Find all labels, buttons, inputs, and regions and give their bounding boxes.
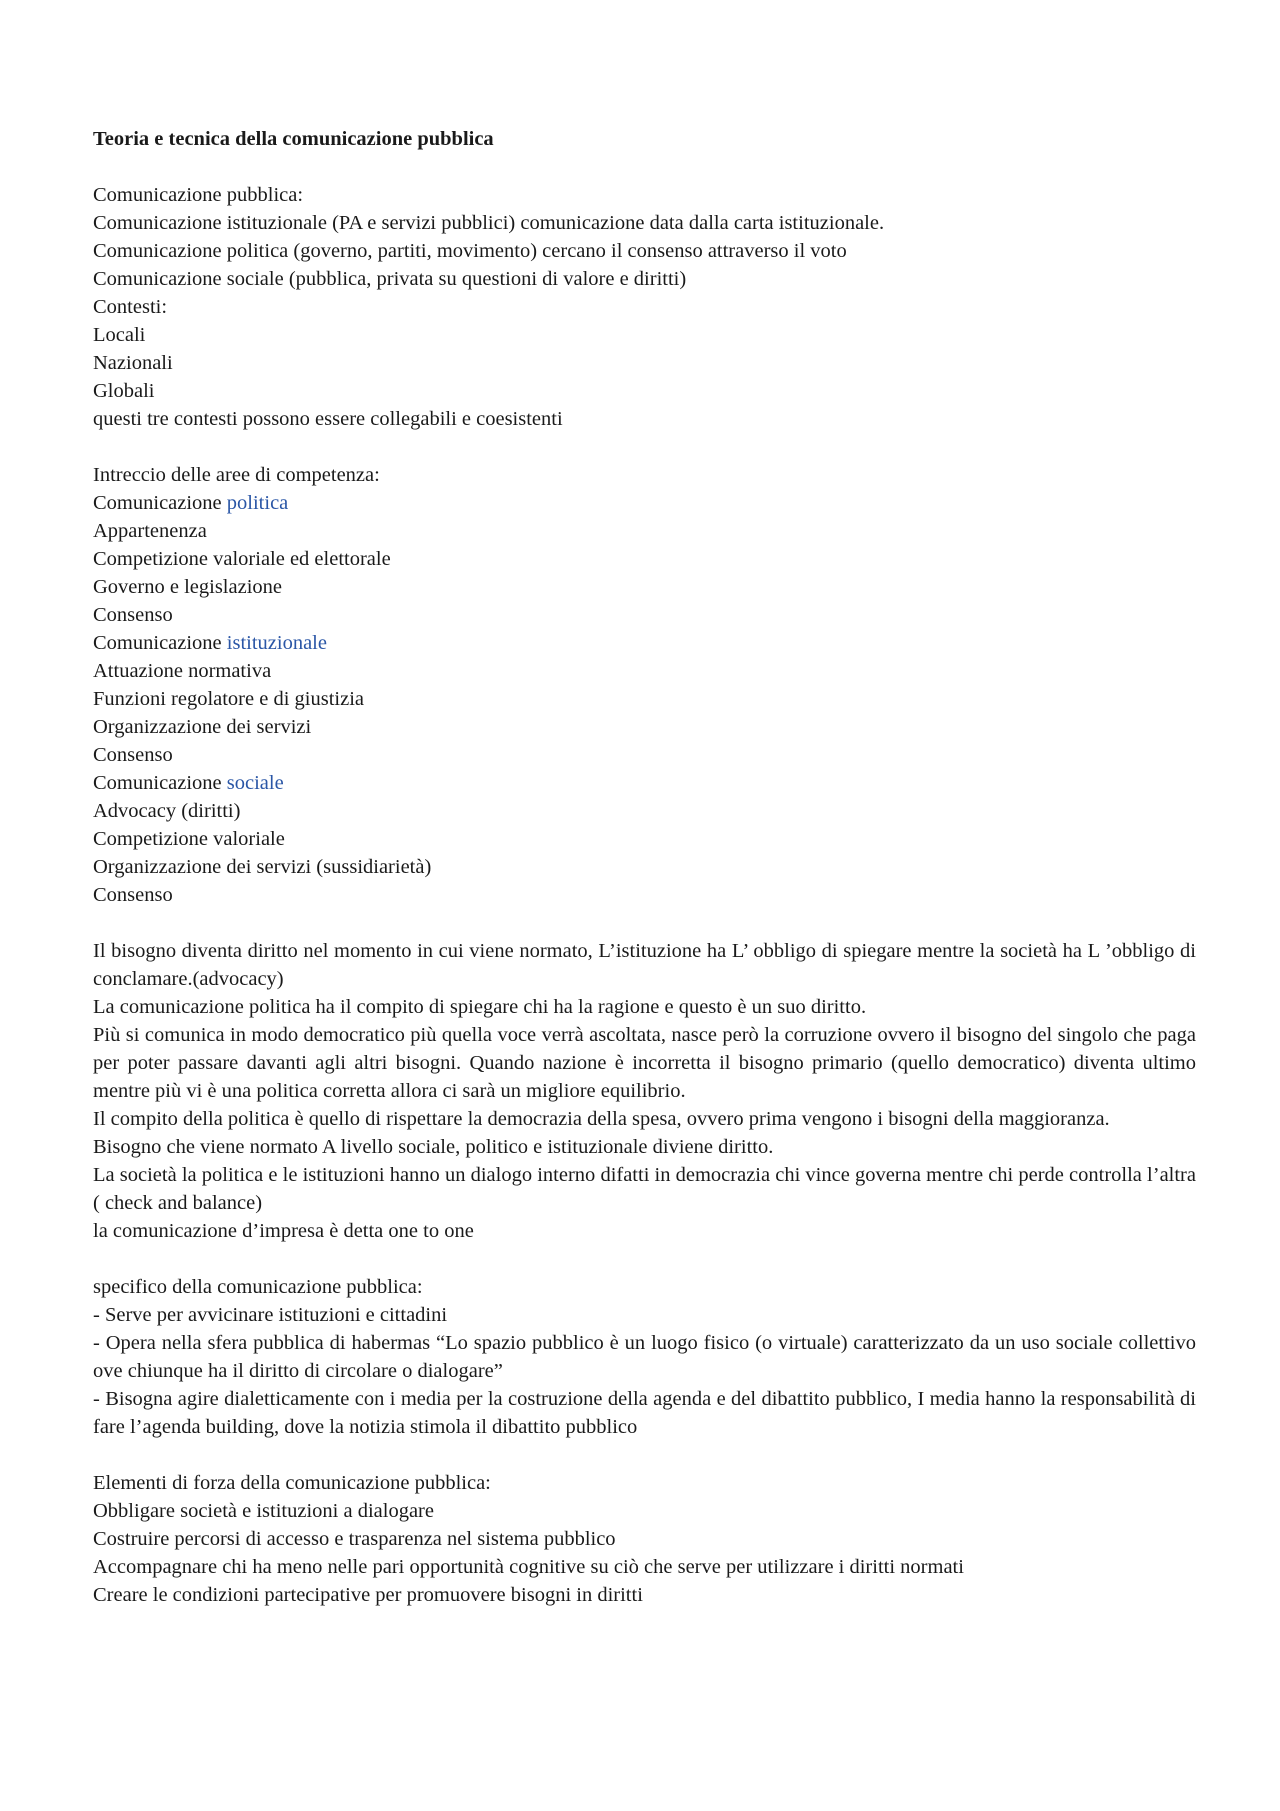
list-item: Consenso bbox=[93, 604, 173, 626]
subheading-politica bbox=[93, 489, 1196, 517]
list-item: Obbligare società e istituzioni a dialogare bbox=[93, 1500, 434, 1522]
paragraph: Il bisogno diventa diritto nel momento in cui viene normato, L’istituzione ha L’ obbligo di spiegare mentre la società ha L ’obbligo di conclamare.(advocacy) bbox=[93, 940, 1196, 990]
list-item: Costruire percorsi di accesso e trasparenza nel sistema pubblico bbox=[93, 1528, 616, 1550]
keyword-istituzionale: istituzionale bbox=[226, 632, 327, 654]
section-elementi-di-forza bbox=[93, 1469, 1196, 1609]
section-heading: Elementi di forza della comunicazione pubblica: bbox=[93, 1472, 491, 1494]
list-item: Organizzazione dei servizi bbox=[93, 716, 312, 738]
list-item: Governo e legislazione bbox=[93, 576, 282, 598]
list-item: Attuazione normativa bbox=[93, 660, 272, 682]
paragraph: Il compito della politica è quello di rispettare la democrazia della spesa, ovvero prima vengono i bisogni della maggioranza. bbox=[93, 1108, 1110, 1130]
list-item: Competizione valoriale bbox=[93, 828, 285, 850]
list-item: Consenso bbox=[93, 884, 173, 906]
list-item: Consenso bbox=[93, 744, 173, 766]
section-heading: specifico della comunicazione pubblica: bbox=[93, 1276, 423, 1298]
section-intreccio bbox=[93, 461, 1196, 909]
paragraph: Bisogno che viene normato A livello sociale, politico e istituzionale diviene diritto. bbox=[93, 1136, 774, 1158]
subheading-sociale bbox=[93, 769, 1196, 797]
text-line: Globali bbox=[93, 380, 155, 402]
text-line: questi tre contesti possono essere collegabili e coesistenti bbox=[93, 408, 563, 430]
text-line: Comunicazione istituzionale (PA e servizi pubblici) comunicazione data dalla carta istituzionale. bbox=[93, 212, 885, 234]
section-heading: Intreccio delle aree di competenza: bbox=[93, 464, 380, 486]
subheading-prefix: Comunicazione bbox=[93, 772, 227, 794]
paragraph: la comunicazione d’impresa è detta one to one bbox=[93, 1220, 474, 1242]
text-line: Comunicazione sociale (pubblica, privata su questioni di valore e diritti) bbox=[93, 268, 687, 290]
text-line: Comunicazione pubblica: bbox=[93, 184, 304, 206]
paragraph: La società la politica e le istituzioni hanno un dialogo interno difatti in democrazia chi vince governa mentre chi perde controlla l’altra ( check and balance) bbox=[93, 1164, 1196, 1214]
document-title: Teoria e tecnica della comunicazione pubblica bbox=[93, 128, 494, 150]
list-item: Organizzazione dei servizi (sussidiarietà) bbox=[93, 856, 432, 878]
subheading-prefix: Comunicazione bbox=[93, 632, 227, 654]
bullet-paragraph: - Opera nella sfera pubblica di habermas “Lo spazio pubblico è un luogo fisico (o virtuale) caratterizzato da un uso sociale collettivo ove chiunque ha il diritto di circolare o dialogare” bbox=[93, 1332, 1196, 1382]
spacer bbox=[93, 153, 1196, 181]
section-specifico bbox=[93, 1273, 1196, 1441]
list-item: Creare le condizioni partecipative per promuovere bisogni in diritti bbox=[93, 1584, 643, 1606]
bullet-paragraph: - Serve per avvicinare istituzioni e cittadini bbox=[93, 1304, 448, 1326]
bullet-paragraph: - Bisogna agire dialetticamente con i media per la costruzione della agenda e del dibattito pubblico, I media hanno la responsabilità di fare l’agenda building, dove la notizia stimola il dibattito pubblico bbox=[93, 1388, 1196, 1438]
list-item: Appartenenza bbox=[93, 520, 207, 542]
list-item: Competizione valoriale ed elettorale bbox=[93, 548, 391, 570]
list-item: Accompagnare chi ha meno nelle pari opportunità cognitive su ciò che serve per utilizzare i diritti normati bbox=[93, 1556, 964, 1578]
paragraph: Più si comunica in modo democratico più quella voce verrà ascoltata, nasce però la corruzione ovvero il bisogno del singolo che paga per poter passare davanti agli altri bisogni. Quando nazione è incorretta il bisogno primario (quello democratico) diventa ultimo mentre più vi è una politica corretta allora ci sarà un migliore equilibrio. bbox=[93, 1024, 1196, 1102]
keyword-sociale: sociale bbox=[226, 772, 284, 794]
spacer bbox=[93, 1441, 1196, 1469]
list-item: Advocacy (diritti) bbox=[93, 800, 241, 822]
section-comunicazione-pubblica bbox=[93, 181, 1196, 433]
subheading-prefix: Comunicazione bbox=[93, 492, 227, 514]
spacer bbox=[93, 433, 1196, 461]
section-bisogno-diritto bbox=[93, 937, 1196, 1245]
text-line: Locali bbox=[93, 324, 146, 346]
paragraph: La comunicazione politica ha il compito di spiegare chi ha la ragione e questo è un suo diritto. bbox=[93, 996, 867, 1018]
spacer bbox=[93, 909, 1196, 937]
text-line: Comunicazione politica (governo, partiti, movimento) cercano il consenso attraverso il voto bbox=[93, 240, 847, 262]
list-item: Funzioni regolatore e di giustizia bbox=[93, 688, 364, 710]
text-line: Nazionali bbox=[93, 352, 173, 374]
subheading-istituzionale bbox=[93, 629, 1196, 657]
text-line: Contesti: bbox=[93, 296, 168, 318]
document-page bbox=[93, 125, 1196, 1609]
spacer bbox=[93, 1245, 1196, 1273]
keyword-politica: politica bbox=[226, 492, 289, 514]
